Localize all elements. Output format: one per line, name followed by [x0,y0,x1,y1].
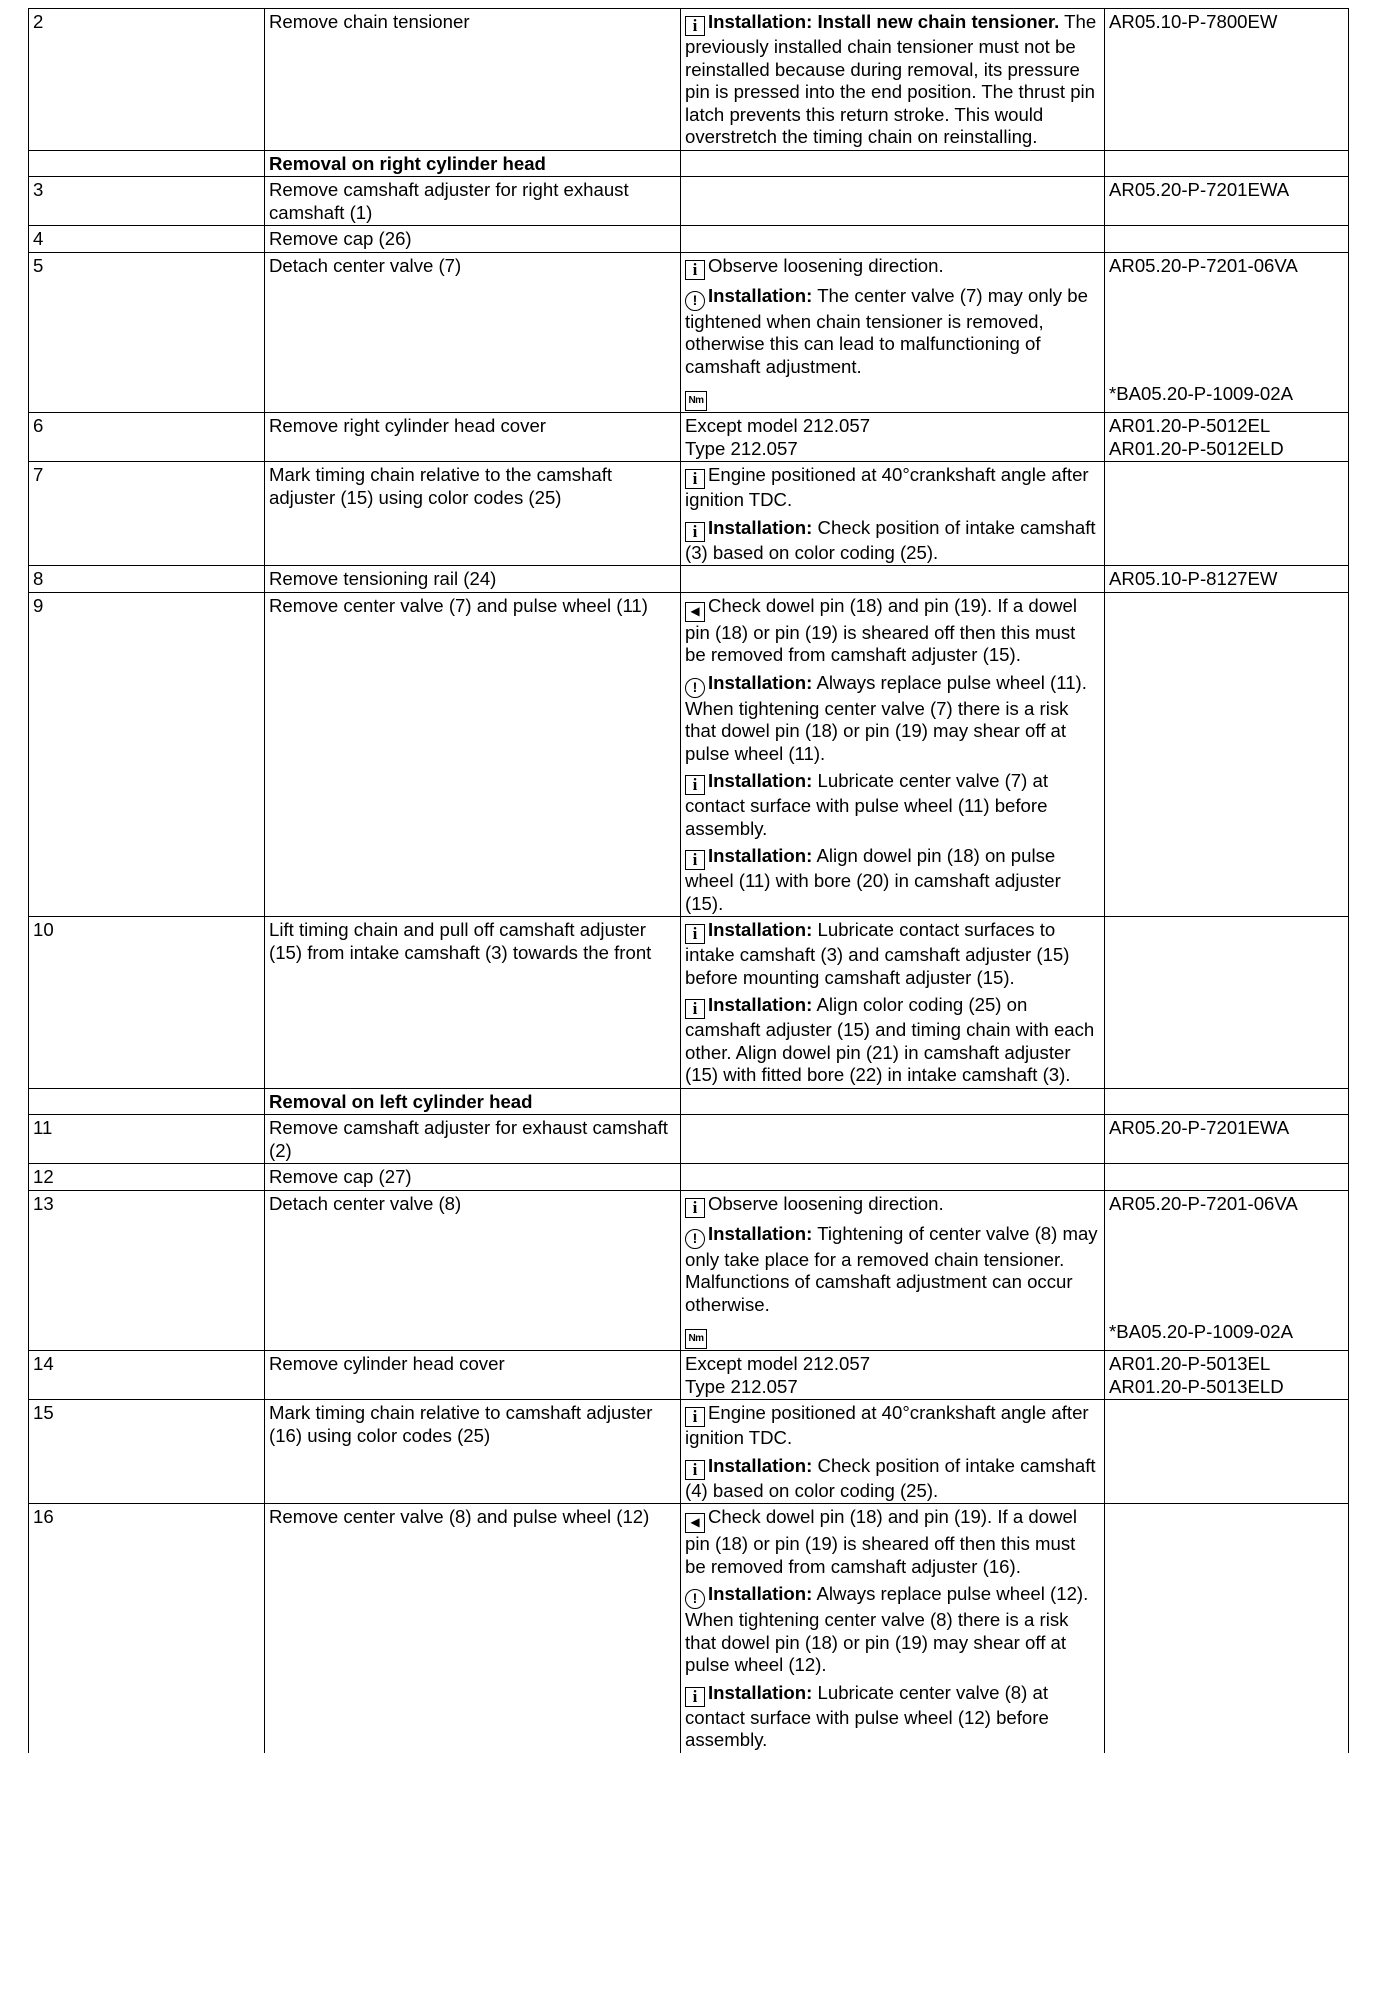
step-description: Remove center valve (7) and pulse wheel (11) [265,592,681,917]
info-icon: i [685,1687,705,1707]
note [685,845,1100,915]
document-link[interactable]: AR05.10-P-7800EW [1109,11,1278,32]
step-notes [681,9,1105,151]
reference [1105,1351,1349,1400]
document-link[interactable]: AR01.20-P-5012EL [1109,415,1271,436]
document-link[interactable]: AR05.20-P-7201EWA [1109,1117,1290,1138]
info-icon: i [685,16,705,36]
note [685,1455,1100,1503]
reference [1105,1115,1349,1164]
check-icon: ◀ [685,602,705,622]
note [685,595,1100,667]
table-row [29,226,1349,253]
note [685,919,1100,989]
step-description: Remove right cylinder head cover [265,413,681,462]
note [685,285,1100,379]
note [685,1506,1100,1578]
note-text: Check dowel pin (18) and pin (19). If a dowel pin (18) or pin (19) is sheared off then this must be removed from camshaft adjuster (16). [685,1506,1077,1577]
installation-label: Installation: [708,994,813,1015]
step-description: Lift timing chain and pull off camshaft adjuster (15) from intake camshaft (3) towards the front [265,917,681,1089]
step-notes [681,252,1105,413]
applicability: Type 212.057 [685,437,798,459]
step-notes [681,413,1105,462]
info-icon: i [685,1460,705,1480]
note-text: Engine positioned at 40°crankshaft angle after ignition TDC. [685,1402,1089,1448]
installation-label: Installation: [708,516,813,538]
note-text: Always replace pulse wheel (11). When tightening center valve (7) there is a risk that dowel pin (18) or pin (19) may shear off at pulse wheel (11). [685,671,1087,764]
step-number: 6 [29,413,265,462]
section-header-row [29,1088,1349,1115]
note [685,464,1100,512]
step-number: 10 [29,917,265,1089]
reference [1105,1190,1349,1351]
section-header: Removal on right cylinder head [265,150,681,177]
installation-label: Installation: [708,919,813,940]
step-description: Remove cap (26) [265,226,681,253]
document-link[interactable]: AR05.10-P-8127EW [1109,568,1278,589]
document-link[interactable]: AR05.20-P-7201-06VA [1109,254,1298,276]
note [685,1682,1100,1752]
note-text: Lubricate center valve (7) at contact surface with pulse wheel (11) before assembly. [685,770,1048,839]
reference [1105,177,1349,226]
step-number: 9 [29,592,265,917]
table-row [29,177,1349,226]
info-icon: i [685,924,705,944]
applicability: Type 212.057 [685,1375,798,1397]
info-icon: i [685,850,705,870]
applicability: Except model 212.057 [685,1353,871,1374]
check-icon: ◀ [685,1513,705,1533]
step-description: Remove cylinder head cover [265,1351,681,1400]
step-description: Mark timing chain relative to camshaft adjuster (16) using color codes (25) [265,1400,681,1504]
torque-nm-icon[interactable]: Nm [685,1329,707,1349]
installation-label: Installation: [708,284,813,306]
document-link[interactable]: AR01.20-P-5013ELD [1109,1375,1284,1397]
note-text: Check position of intake camshaft (4) based on color coding (25). [685,1454,1096,1501]
note-text: Align color coding (25) on camshaft adjuster (15) and timing chain with each other. Align dowel pin (21) in camshaft adjuster (15) with fitted bore (22) in intake camshaft (3). [685,994,1095,1085]
step-number: 11 [29,1115,265,1164]
note [685,994,1100,1087]
note-text: The center valve (7) may only be tightened when chain tensioner is removed, otherwise this can lead to malfunctioning of camshaft adjustment. [685,284,1088,377]
document-link[interactable]: AR01.20-P-5013EL [1109,1353,1271,1374]
step-description: Remove center valve (8) and pulse wheel (12) [265,1504,681,1753]
reference [1105,252,1349,413]
note-text: Engine positioned at 40°crankshaft angle after ignition TDC. [685,464,1089,510]
note [685,1193,1100,1218]
step-description: Remove camshaft adjuster for right exhaust camshaft (1) [265,177,681,226]
section-header: Removal on left cylinder head [265,1088,681,1115]
document-link[interactable]: AR01.20-P-5012ELD [1109,437,1284,459]
table-row [29,413,1349,462]
applicability: Except model 212.057 [685,415,871,436]
step-description: Detach center valve (7) [265,252,681,413]
warning-icon: ! [685,1589,705,1609]
step-description: Remove tensioning rail (24) [265,566,681,593]
warning-icon: ! [685,1229,705,1249]
step-number: 13 [29,1190,265,1351]
note [685,11,1100,149]
info-icon: i [685,999,705,1019]
table-row [29,1164,1349,1191]
table-row [29,9,1349,151]
note [685,383,1100,411]
installation-label: Installation: [708,1454,813,1476]
note-text: The previously installed chain tensioner must not be reinstalled because during removal, its pressure pin is pressed into the end position. The thrust pin latch prevents this return stroke. This would overstretch the timing chain on reinstalling. [685,11,1097,147]
step-description: Mark timing chain relative to the camshaft adjuster (15) using color codes (25) [265,462,681,566]
table-row [29,1115,1349,1164]
step-number: 2 [29,9,265,151]
step-notes [681,1504,1105,1753]
reference [1105,566,1349,593]
step-number: 12 [29,1164,265,1191]
installation-label: Installation: [708,1681,813,1703]
table-row [29,252,1349,413]
step-notes [681,1351,1105,1400]
note-text: Observe loosening direction. [708,1192,944,1214]
document-link[interactable]: AR05.20-P-7201-06VA [1109,1192,1298,1214]
info-icon: i [685,1407,705,1427]
step-number: 8 [29,566,265,593]
step-notes [681,592,1105,917]
step-number: 7 [29,462,265,566]
note-bold: Installation: Install new chain tensioner. [708,11,1060,32]
torque-nm-icon[interactable]: Nm [685,391,707,411]
table-row [29,1351,1349,1400]
note-text: Always replace pulse wheel (12). When tightening center valve (8) there is a risk that dowel pin (18) or pin (19) may shear off at pulse wheel (12). [685,1583,1089,1675]
info-icon: i [685,260,705,280]
table-row [29,462,1349,566]
note [685,255,1100,280]
note [685,1583,1100,1677]
installation-label: Installation: [708,671,813,693]
section-header-row [29,150,1349,177]
installation-label: Installation: [708,1583,813,1604]
step-description: Remove cap (27) [265,1164,681,1191]
info-icon: i [685,775,705,795]
note-text: Check position of intake camshaft (3) based on color coding (25). [685,516,1096,563]
info-icon: i [685,522,705,542]
note-text: Tightening of center valve (8) may only take place for a removed chain tensioner. Malfunctions of camshaft adjustment can occur otherwise. [685,1222,1098,1315]
step-number: 15 [29,1400,265,1504]
procedure-document [28,8,1348,1753]
note-text: Observe loosening direction. [708,254,944,276]
installation-label: Installation: [708,845,813,866]
step-description: Remove chain tensioner [265,9,681,151]
reference [1105,413,1349,462]
note [685,672,1100,766]
step-number: 3 [29,177,265,226]
note-text: Align dowel pin (18) on pulse wheel (11) with bore (20) in camshaft adjuster (15). [685,845,1061,914]
step-number: 16 [29,1504,265,1753]
table-row [29,917,1349,1089]
table-row [29,1190,1349,1351]
installation-label: Installation: [708,770,813,791]
table-row [29,566,1349,593]
table-row [29,1504,1349,1753]
installation-label: Installation: [708,1222,813,1244]
step-description: Remove camshaft adjuster for exhaust camshaft (2) [265,1115,681,1164]
step-notes [681,462,1105,566]
step-notes [681,1190,1105,1351]
procedure-table [28,8,1349,1753]
note-text: Check dowel pin (18) and pin (19). If a dowel pin (18) or pin (19) is sheared off then this must be removed from camshaft adjuster (15). [685,594,1077,665]
document-link[interactable]: AR05.20-P-7201EWA [1109,179,1290,200]
step-number: 4 [29,226,265,253]
step-notes [681,1400,1105,1504]
step-number: 5 [29,252,265,413]
reference [1105,9,1349,151]
note-text: Lubricate center valve (8) at contact surface with pulse wheel (12) before assembly. [685,1681,1049,1750]
note [685,770,1100,840]
note [685,517,1100,565]
info-icon: i [685,469,705,489]
note [685,1321,1100,1349]
table-row [29,592,1349,917]
warning-icon: ! [685,678,705,698]
document-link[interactable]: *BA05.20-P-1009-02A [1109,1321,1293,1342]
warning-icon: ! [685,291,705,311]
note [685,1402,1100,1450]
note [685,1223,1100,1317]
info-icon: i [685,1198,705,1218]
step-notes [681,917,1105,1089]
table-row [29,1400,1349,1504]
document-link[interactable]: *BA05.20-P-1009-02A [1109,383,1293,404]
step-description: Detach center valve (8) [265,1190,681,1351]
step-number: 14 [29,1351,265,1400]
note-text: Lubricate contact surfaces to intake camshaft (3) and camshaft adjuster (15) before mounting camshaft adjuster (15). [685,919,1070,988]
